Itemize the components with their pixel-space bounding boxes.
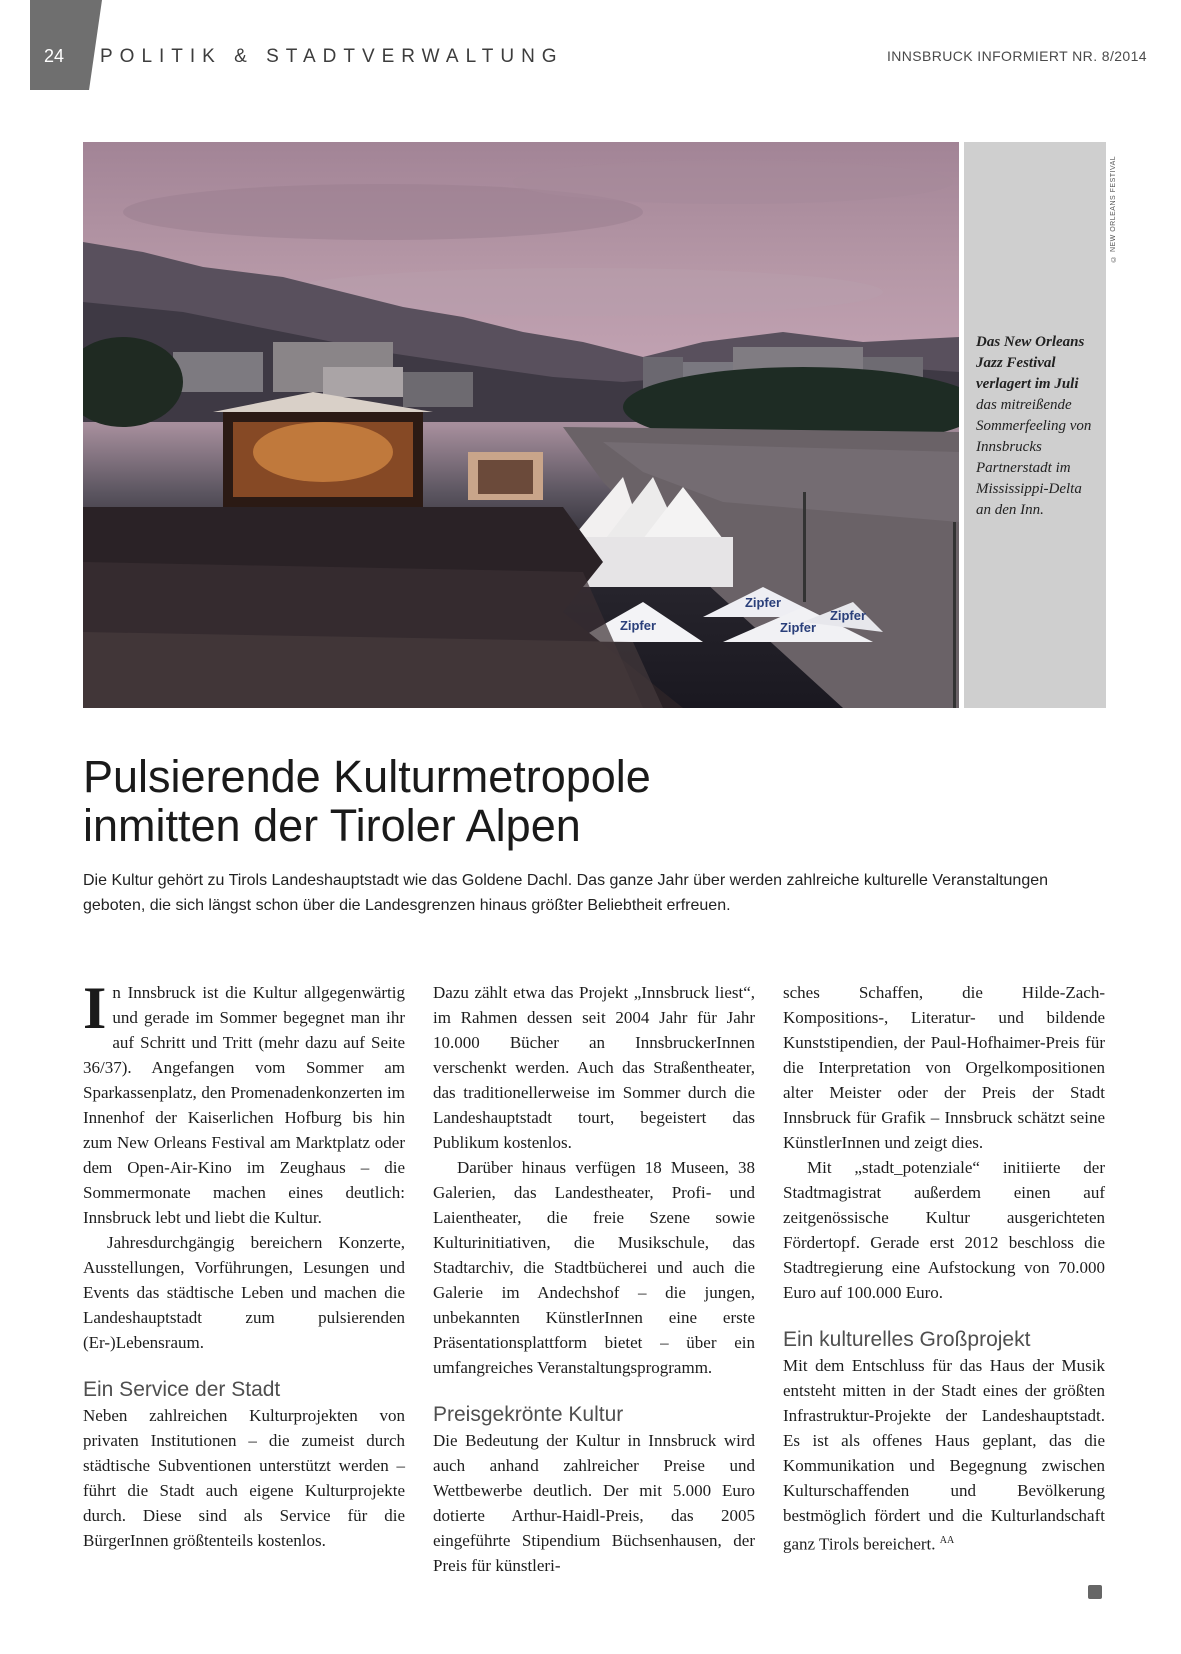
column-1 (83, 975, 405, 1553)
page-number: 24 (44, 46, 65, 66)
umbrella-sign: Zipfer (829, 608, 867, 623)
umbrella-sign: Zipfer (779, 620, 817, 635)
paragraph-7: sches Schaffen, die Hilde-Zach-Kompositions-, Literatur- und bildende Kunststipendien, der Paul-Hofhaimer-Preis für die Interpretation von Orgelkompositionen alter Meister oder der Preis der Stadt Innsbruck für Grafik – Innsbruck schätzt seine KünstlerInnen und zeigt dies. (783, 983, 1105, 1152)
umbrella-sign: Zipfer (619, 618, 657, 633)
paragraph-8: Mit „stadt_potenziale“ initiierte der Stadtmagistrat außerdem einen auf zeitgenössische Kultur ausgerichteten Fördertopf. Gerade erst 2012 beschloss die Stadtregierung eine Aufstockung von 70.000 Euro auf 100.000 Euro. (783, 1158, 1105, 1302)
caption-text: das mitreißende Sommerfeeling von Innsbrucks Partnerstadt im Mississippi-Delta an den Inn. (976, 397, 1092, 518)
umbrella-sign: Zipfer (744, 595, 782, 610)
article-headline (83, 752, 1083, 850)
paragraph-1-text: n Innsbruck ist die Kultur allgegenwärtig und gerade im Sommer begegnet man ihr auf Schritt und Tritt (mehr dazu auf Seite 36/37). Angefangen vom Sommer am Sparkassenplatz, den Promenadenkonzerten im Innenhof der Kaiserlichen Hofburg bis hin zum New Orleans Festival am Marktplatz oder dem Open-Air-Kino im Zeughaus – die Sommermonate machen eines deutlich: Innsbruck lebt und liebt die Kultur. (83, 983, 405, 1227)
subheading-service: Ein Service der Stadt (83, 1378, 281, 1401)
caption-bold-text: Das New Orleans Jazz Festival verlagert im Juli (976, 334, 1085, 392)
section-title: POLITIK & STADTVERWALTUNG (100, 46, 564, 67)
headline-line-2: inmitten der Tiroler Alpen (83, 800, 581, 851)
photo-caption-box (964, 142, 1106, 708)
paragraph-1 (83, 975, 405, 1230)
paragraph-3: Neben zahlreichen Kulturprojekten von privaten Institutionen – die zumeist durch städtische Subventionen unterstützt werden – führt die Stadt auch eigene Kulturprojekte durch. Diese sind als Service für die BürgerInnen größtenteils kostenlos. (83, 1406, 405, 1550)
paragraph-2: Jahresdurchgängig bereichern Konzerte, Ausstellungen, Vorführungen, Lesungen und Events das städtische Leben und machen die Landeshauptstadt zum pulsierenden (Er-)Lebensraum. (83, 1233, 405, 1352)
column-3 (783, 980, 1105, 1557)
subheading-preis: Preisgekrönte Kultur (433, 1403, 624, 1426)
paragraph-9-text: Mit dem Entschluss für das Haus der Musik entsteht mitten in der Stadt eines der größten Infrastruktur-Projekte der Landeshauptstadt. Es ist als offenes Haus geplant, das die Kommunikation und Begegnung zwischen Kulturschaffenden und Bevölkerung bestmöglich fördert und die Kulturlandschaft ganz Tirols bereichert. (783, 1356, 1105, 1554)
column-2 (433, 980, 755, 1578)
paragraph-9 (783, 1353, 1105, 1557)
issue-label: INNSBRUCK INFORMIERT NR. 8/2014 (886, 48, 1147, 64)
page-tab (30, 0, 102, 90)
paragraph-5: Darüber hinaus verfügen 18 Museen, 38 Galerien, das Landestheater, Profi- und Laientheater, die freie Szene sowie Kulturinitiativen, die Musikschule, das Stadtarchiv, die Stadtbücherei und auch die Galerie im Andechshof – die jungen, unbekannten KünstlerInnen eine erste Präsentationsplattform bietet – über ein umfangreiches Veranstaltungsprogramm. (433, 1158, 755, 1377)
headline-line-1: Pulsierende Kulturmetropole (83, 751, 651, 802)
photo-credit: © NEW ORLEANS FESTIVAL (1110, 155, 1117, 262)
article-end-mark (1088, 1585, 1102, 1599)
article-lead: Die Kultur gehört zu Tirols Landeshauptstadt wie das Goldene Dachl. Das ganze Jahr über werden zahlreiche kulturelle Veranstaltungen geboten, die sich längst schon über die Landesgrenzen hinaus größter Beliebtheit erfreuen. (83, 872, 1049, 914)
festival-photo (83, 142, 959, 708)
paragraph-6: Die Bedeutung der Kultur in Innsbruck wird auch anhand zahlreicher Preise und Wettbewerbe deutlich. Der mit 5.000 Euro dotierte Arthur-Haidl-Preis, das 2005 eingeführte Stipendium Büchsenhausen, der Preis für künstleri- (433, 1431, 755, 1575)
author-initials: AA (939, 1535, 955, 1546)
subheading-grossprojekt: Ein kulturelles Großprojekt (783, 1328, 1031, 1351)
paragraph-4: Dazu zählt etwa das Projekt „Innsbruck liest“, im Rahmen dessen seit 2004 Jahr für Jahr 10.000 Bücher an InnsbruckerInnen verschenkt werden. Auch das Straßentheater, das traditionellerweise im Sommer durch die Landeshauptstadt tourt, begeistert das Publikum kostenlos. (433, 983, 755, 1152)
drop-cap: I (83, 975, 107, 1041)
photo-caption (976, 332, 1100, 521)
